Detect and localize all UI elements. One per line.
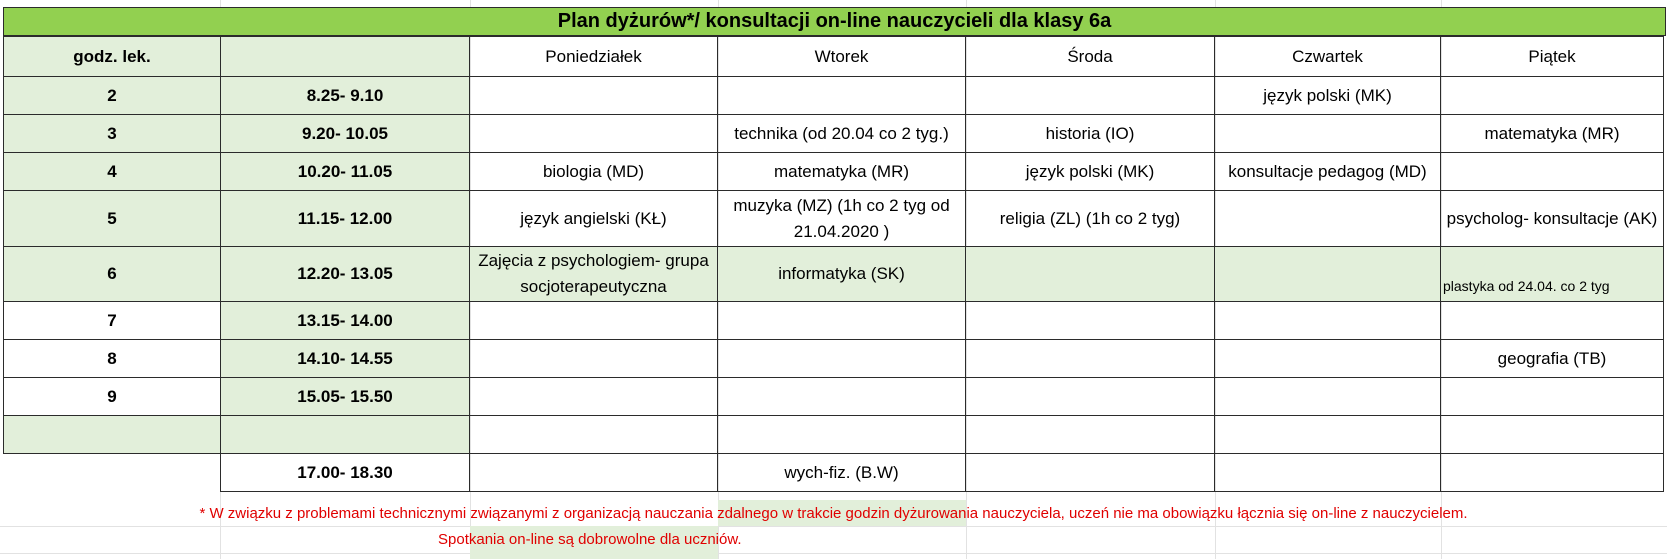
- lesson-time: 15.05- 15.50: [221, 378, 470, 416]
- schedule-cell: historia (IO): [966, 115, 1215, 153]
- schedule-cell: [1215, 378, 1441, 416]
- schedule-cell: matematyka (MR): [718, 153, 966, 191]
- schedule-cell: [1215, 454, 1441, 492]
- header-day: Piątek: [1441, 37, 1664, 77]
- lesson-number: 9: [4, 378, 221, 416]
- lesson-number: [4, 416, 221, 454]
- schedule-cell: [470, 302, 718, 340]
- schedule-cell: plastyka od 24.04. co 2 tyg: [1441, 247, 1664, 302]
- lesson-time: 11.15- 12.00: [221, 191, 470, 247]
- schedule-cell: [718, 302, 966, 340]
- schedule-cell: psycholog- konsultacje (AK): [1441, 191, 1664, 247]
- schedule-cell: [1215, 302, 1441, 340]
- schedule-cell: [718, 340, 966, 378]
- schedule-cell: [1441, 378, 1664, 416]
- schedule-cell: Zajęcia z psychologiem- grupa socjoterapeutyczna: [470, 247, 718, 302]
- schedule-cell: [966, 77, 1215, 115]
- header-day: Środa: [966, 37, 1215, 77]
- schedule-cell: [1215, 340, 1441, 378]
- schedule-cell: [470, 340, 718, 378]
- header-day: Czwartek: [1215, 37, 1441, 77]
- schedule-cell: [966, 302, 1215, 340]
- footnote-voluntary: Spotkania on-line są dobrowolne dla uczniów.: [438, 531, 742, 548]
- lesson-number: 4: [4, 153, 221, 191]
- table-row: [4, 416, 1664, 454]
- schedule-cell: [718, 77, 966, 115]
- lesson-number: [4, 454, 221, 492]
- schedule-cell: [718, 416, 966, 454]
- schedule-cell: informatyka (SK): [718, 247, 966, 302]
- schedule-cell: [1215, 191, 1441, 247]
- lesson-time: 13.15- 14.00: [221, 302, 470, 340]
- lesson-time: 12.20- 13.05: [221, 247, 470, 302]
- schedule-cell: muzyka (MZ) (1h co 2 tyg od 21.04.2020 ): [718, 191, 966, 247]
- schedule-cell: [470, 378, 718, 416]
- schedule-cell: geografia (TB): [1441, 340, 1664, 378]
- schedule-cell: [966, 454, 1215, 492]
- lesson-number: 5: [4, 191, 221, 247]
- schedule-cell: [1215, 416, 1441, 454]
- footnote: * W związku z problemami technicznymi związanymi z organizacją nauczania zdalnego w trakcie godzin dyżurowania nauczyciela, uczeń nie ma obowiązku łącznia się on-line z nauczycielem.: [199, 505, 1468, 522]
- schedule-cell: język angielski (KŁ): [470, 191, 718, 247]
- gridline: [0, 553, 1667, 554]
- lesson-number: 6: [4, 247, 221, 302]
- lesson-time: 9.20- 10.05: [221, 115, 470, 153]
- schedule-cell: wych-fiz. (B.W): [718, 454, 966, 492]
- schedule-cell: [1441, 302, 1664, 340]
- table-row: [4, 454, 1664, 492]
- page-title: Plan dyżurów*/ konsultacji on-line nauczycieli dla klasy 6a: [3, 7, 1666, 36]
- schedule-cell: [966, 378, 1215, 416]
- lesson-number: 7: [4, 302, 221, 340]
- schedule-cell: [1441, 454, 1664, 492]
- schedule-cell: [718, 378, 966, 416]
- lesson-number: 3: [4, 115, 221, 153]
- gridline: [0, 526, 1667, 527]
- table-row: [4, 77, 1664, 115]
- header-day: Wtorek: [718, 37, 966, 77]
- schedule-cell: matematyka (MR): [1441, 115, 1664, 153]
- schedule-cell: [966, 340, 1215, 378]
- schedule-cell: konsultacje pedagog (MD): [1215, 153, 1441, 191]
- schedule-cell: [1441, 416, 1664, 454]
- lesson-time: 8.25- 9.10: [221, 77, 470, 115]
- lesson-time: 17.00- 18.30: [221, 454, 470, 492]
- schedule-cell: [470, 416, 718, 454]
- table-row: [4, 302, 1664, 340]
- table-row: [4, 191, 1664, 247]
- schedule-table: [3, 36, 1664, 492]
- lesson-number: 8: [4, 340, 221, 378]
- table-row: [4, 115, 1664, 153]
- lesson-time: [221, 416, 470, 454]
- schedule-cell: [966, 416, 1215, 454]
- schedule-cell: [1441, 153, 1664, 191]
- schedule-cell: [470, 77, 718, 115]
- header-day: Poniedziałek: [470, 37, 718, 77]
- header-lesson: godz. lek.: [4, 37, 221, 77]
- lesson-time: 14.10- 14.55: [221, 340, 470, 378]
- schedule-cell: [1215, 115, 1441, 153]
- schedule-cell: [470, 115, 718, 153]
- schedule-cell: [470, 454, 718, 492]
- schedule-cell: język polski (MK): [1215, 77, 1441, 115]
- table-row: [4, 378, 1664, 416]
- lesson-number: 2: [4, 77, 221, 115]
- header-row: [4, 37, 1664, 77]
- header-time: [221, 37, 470, 77]
- lesson-time: 10.20- 11.05: [221, 153, 470, 191]
- table-row: [4, 153, 1664, 191]
- schedule-cell: biologia (MD): [470, 153, 718, 191]
- table-row: [4, 247, 1664, 302]
- schedule-cell: [1215, 247, 1441, 302]
- schedule-cell: technika (od 20.04 co 2 tyg.): [718, 115, 966, 153]
- schedule-cell: religia (ZL) (1h co 2 tyg): [966, 191, 1215, 247]
- schedule-cell: [1441, 77, 1664, 115]
- schedule-cell: język polski (MK): [966, 153, 1215, 191]
- schedule-cell: [966, 247, 1215, 302]
- table-row: [4, 340, 1664, 378]
